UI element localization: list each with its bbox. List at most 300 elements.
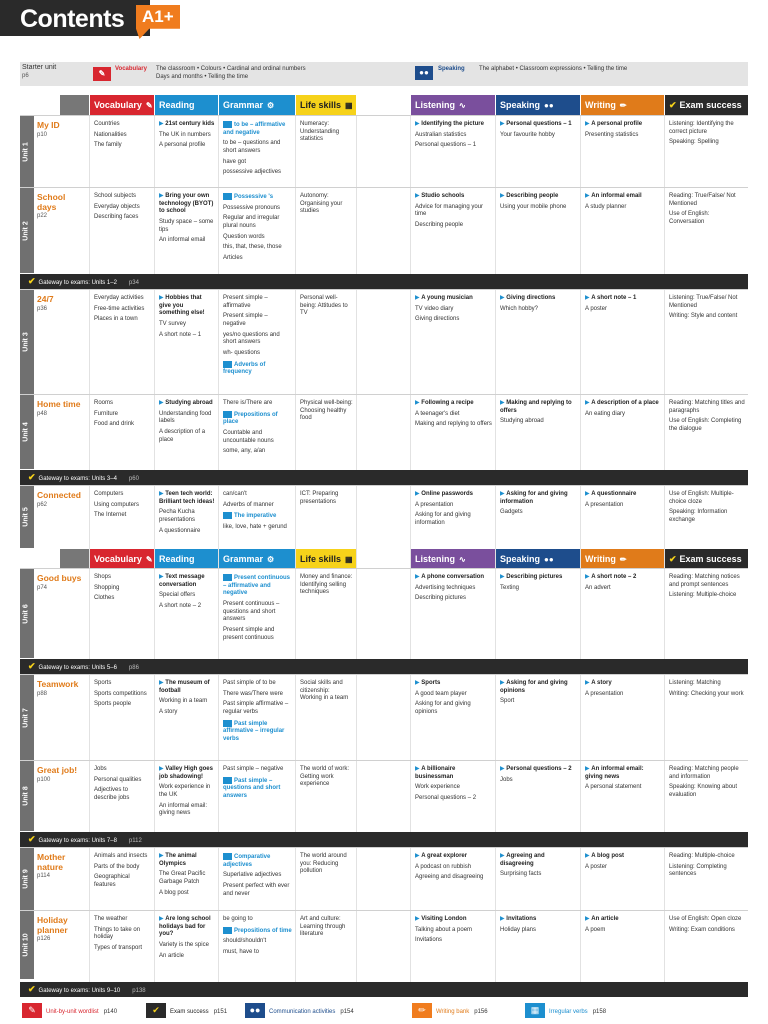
gateway-label: Gateway to exams: Units 3–4: [38, 476, 117, 482]
cell-item: Using your mobile phone: [500, 203, 567, 210]
grammar-highlight: to be – affirmative and negative: [223, 122, 286, 136]
pencil-icon: ✏: [412, 1003, 432, 1018]
cell-item-title: The animal Olympics: [159, 853, 197, 867]
cell-item: Which hobby?: [500, 305, 539, 312]
cell-reading: [159, 766, 215, 821]
cell-reading: [159, 491, 215, 538]
cell-item: Furniture: [94, 410, 119, 417]
row-divider: [20, 847, 748, 848]
cell-item: Studying abroad: [500, 418, 544, 425]
grammar-video-icon: [223, 927, 232, 934]
cell-item: [500, 916, 577, 924]
grammar-highlight: Possessive 's: [234, 194, 274, 201]
cell-item-title: Personal questions – 1: [506, 121, 572, 127]
cell-item: Regular and irregular plural nouns: [223, 215, 280, 230]
cell-item: A teenager's diet: [415, 410, 460, 417]
cell-item: Advice for managing your time: [415, 203, 484, 218]
cell-exam: [669, 853, 745, 882]
cell-speaking: [500, 766, 577, 787]
column-header-reading: [155, 549, 218, 569]
cell-item: [585, 121, 661, 129]
cell-item: some, any, a/an: [223, 448, 266, 455]
column-header-label: Speaking: [500, 100, 541, 110]
cell-item: Present perfect with ever and never: [223, 883, 290, 897]
cell-item-title: A short note – 2: [591, 574, 637, 580]
gateway-label: Gateway to exams: Units 7–8: [38, 838, 117, 844]
cell-item: Describing people: [415, 222, 464, 229]
gateway-bar: [20, 659, 748, 674]
cell-item: wh- questions: [223, 350, 261, 357]
cell-item: Physical well-being: Choosing healthy food: [300, 400, 353, 422]
footer-label: Communication activities: [269, 1009, 336, 1015]
triangle-icon: ▶: [500, 400, 507, 406]
cell-speaking: [500, 680, 577, 709]
cell-item-title: Asking for and giving opinions: [500, 680, 568, 694]
triangle-icon: ▶: [585, 491, 592, 497]
cell-item: Jobs: [500, 776, 513, 783]
cell-writing: [585, 400, 661, 421]
cell-item: [500, 766, 577, 774]
cell-exam: [669, 400, 745, 437]
cell-grammar: [223, 121, 292, 180]
cell-item-title: An article: [591, 916, 619, 922]
unit-name-text: Home time: [37, 399, 81, 409]
triangle-icon: ▶: [585, 853, 592, 859]
cell-item: Sports: [94, 680, 112, 686]
cell-item-title: Bring your own technology (BYOT) to school: [159, 193, 214, 215]
cell-item-title: A story: [591, 680, 612, 686]
cell-listening: [415, 853, 492, 885]
unit-page: p48: [37, 410, 48, 417]
footer-page: p140: [103, 1009, 118, 1015]
cell-item: Rooms: [94, 400, 114, 406]
gateway-page: p34: [128, 280, 139, 286]
cell-speaking: [500, 295, 577, 316]
cell-item: A poster: [585, 863, 608, 870]
column-header-reading: [155, 95, 218, 115]
cell-exam: [669, 295, 745, 324]
cell-listening: [415, 574, 492, 606]
cell-item: Present simple – affirmative: [223, 295, 268, 309]
unit-name-text: Teamwork: [37, 679, 79, 689]
gateway-label: Gateway to exams: Units 9–10: [38, 988, 121, 994]
triangle-icon: ▶: [159, 853, 166, 859]
triangle-icon: ▶: [159, 295, 166, 301]
unit-name-text: School days: [37, 192, 66, 212]
cell-item: Nationalities: [94, 131, 127, 138]
cell-item-title: Hobbies that give you something else!: [159, 295, 205, 317]
grammar-video-icon: [223, 720, 232, 727]
row-divider: [20, 485, 748, 486]
cell-item: Advertising techniques: [415, 584, 476, 591]
column-divider: [495, 115, 496, 995]
grammar-highlight: Prepositions of place: [223, 411, 278, 426]
column-header-label: Listening: [415, 554, 455, 564]
cell-item: [500, 295, 577, 303]
unit-number: Unit 1: [22, 141, 30, 162]
cell-item: The weather: [94, 916, 128, 922]
sound-wave-icon: ∿: [459, 101, 466, 110]
cell-item: [415, 193, 492, 201]
cell-item: be going to: [223, 916, 253, 922]
cell-item-title: An informal email: [591, 193, 642, 199]
cell-item-title: Are long school holidays bad for you?: [159, 916, 211, 938]
cell-item: The UK in numbers: [159, 131, 211, 138]
cell-item: The Great Pacific Garbage Patch: [159, 871, 206, 886]
cell-reading: [159, 574, 215, 614]
cell-item: [585, 193, 661, 201]
cell-item-title: Studying abroad: [165, 400, 213, 406]
unit-number-tab: [20, 116, 34, 187]
cell-item: Writing: Exam conditions: [669, 926, 735, 933]
cell-listening: [415, 193, 492, 233]
triangle-icon: ▶: [585, 295, 592, 301]
cell-item: The world around you: Reducing pollution: [300, 853, 347, 875]
grammar-video-icon: [223, 512, 232, 519]
triangle-icon: ▶: [415, 491, 422, 497]
triangle-icon: ▶: [159, 680, 166, 686]
cell-item: [159, 853, 215, 868]
triangle-icon: ▶: [585, 193, 592, 199]
triangle-icon: ▶: [500, 574, 507, 580]
cell-speaking: [500, 400, 577, 429]
triangle-icon: ▶: [500, 853, 507, 859]
unit-title: [37, 400, 87, 417]
cell-speaking: [500, 193, 577, 214]
checkmark-icon: ✔: [146, 1003, 166, 1018]
cell-item: Australian statistics: [415, 131, 467, 138]
cell-item: Countable and uncountable nouns: [223, 430, 274, 444]
cell-item: Present simple – negative: [223, 313, 268, 328]
gateway-page: p86: [128, 665, 139, 671]
cell-item: like, love, hate + gerund: [223, 524, 287, 531]
unit-name-text: My ID: [37, 120, 60, 130]
unit-name-text: Holiday planner: [37, 915, 68, 935]
row-divider: [20, 674, 748, 675]
starter-vocab-text: [156, 66, 336, 81]
cell-item: Describing pictures: [415, 595, 467, 602]
cell-item: Gadgets: [500, 509, 523, 516]
column-header-label: Listening: [415, 100, 455, 110]
triangle-icon: ▶: [500, 121, 507, 127]
cell-item: Adverbs of manner: [223, 501, 274, 508]
cell-item: [500, 193, 577, 201]
cell-reading: [159, 193, 215, 248]
footer-link: [436, 1006, 488, 1018]
triangle-icon: ▶: [159, 766, 166, 772]
vocabulary-icon: ✎: [93, 67, 111, 81]
cell-reading: [159, 295, 215, 342]
unit-number-tab: [20, 395, 34, 469]
cell-item: Reading: Matching titles and paragraphs: [669, 400, 745, 414]
triangle-icon: ▶: [159, 491, 166, 497]
cell-item: [585, 916, 661, 924]
cell-item-title: Describing people: [506, 193, 559, 199]
grammar-video-icon: [223, 411, 232, 418]
cell-item: [415, 491, 492, 499]
triangle-icon: ▶: [415, 193, 422, 199]
cell-item-title: Agreeing and disagreeing: [500, 853, 545, 867]
column-header-listening: [411, 95, 495, 115]
row-divider: [20, 289, 748, 290]
column-header-label: Writing: [585, 554, 616, 564]
cell-listening: [415, 491, 492, 531]
checkmark-icon: ✔: [28, 276, 36, 286]
vocabulary-icon: ✎: [22, 1003, 42, 1018]
cell-item: Geographical features: [94, 874, 130, 889]
cell-item: A blog post: [159, 889, 189, 896]
cell-item: Work experience in the UK: [159, 784, 211, 799]
unit-page: p36: [37, 305, 48, 312]
cell-item: A study planner: [585, 203, 627, 210]
gateway-bar: [20, 274, 748, 289]
cell-item: There is/There are: [223, 400, 273, 406]
grammar-highlight: Prepositions of time: [234, 927, 292, 934]
cell-vocab: [94, 916, 151, 956]
cell-speaking: [500, 491, 577, 520]
cell-item: [585, 400, 661, 408]
cell-item: this, that, these, those: [223, 244, 282, 251]
cell-life: [300, 766, 353, 792]
cell-item: Past simple – negative: [223, 766, 284, 772]
cell-item: [223, 574, 292, 598]
video-icon: ▦: [525, 1003, 545, 1018]
cell-item: Using computers: [94, 501, 140, 508]
cell-item: Use of English: Multiple-choice cloze: [669, 491, 734, 505]
page-title: Contents: [20, 5, 125, 33]
triangle-icon: ▶: [500, 193, 507, 199]
cell-item: A poster: [585, 305, 608, 312]
cell-item: A personal statement: [585, 784, 642, 791]
starter-unit-page: p6: [22, 73, 29, 79]
column-divider: [218, 115, 219, 995]
cell-item: Past simple affirmative – regular verbs: [223, 701, 289, 716]
column-header-label: Life skills: [300, 100, 342, 110]
cell-vocab: [94, 491, 151, 523]
cell-item: [159, 121, 215, 129]
column-divider: [664, 115, 665, 995]
triangle-icon: ▶: [415, 121, 422, 127]
cell-speaking: [500, 916, 577, 937]
unit-number: Unit 4: [22, 422, 30, 442]
checkmark-icon: ✔: [28, 472, 36, 482]
unit-number: Unit 7: [22, 707, 30, 728]
cell-item-title: Following a recipe: [421, 400, 474, 406]
cell-item: Writing: Style and content: [669, 313, 738, 320]
cell-exam: [669, 574, 745, 603]
cell-item: A description of a place: [159, 429, 206, 443]
cell-life: [300, 121, 353, 147]
cell-item-title: A short note – 1: [591, 295, 637, 301]
gear-icon: ⚙: [267, 555, 275, 564]
cell-item: [159, 766, 215, 781]
cell-item: Possessive pronouns: [223, 204, 281, 211]
triangle-icon: ▶: [585, 574, 592, 580]
cell-item: [585, 680, 661, 688]
grammar-video-icon: [223, 777, 232, 784]
row-divider: [20, 568, 748, 569]
cell-item: An informal email: [159, 237, 206, 244]
cell-item: Listening: True/False/ Not Mentioned: [669, 295, 738, 309]
cell-item-title: A great explorer: [421, 853, 468, 859]
column-header-vocabulary: [90, 95, 154, 115]
cell-life: [300, 193, 353, 219]
sound-wave-icon: ∿: [459, 555, 466, 564]
cell-writing: [585, 491, 661, 512]
cell-item-title: A questionnaire: [591, 491, 637, 497]
cell-item: can/can't: [223, 491, 247, 497]
cell-item-title: Asking for and giving information: [500, 491, 568, 505]
cell-item-title: An informal email: giving news: [585, 766, 644, 780]
cell-item: [585, 574, 661, 582]
cell-item: Working in a team: [159, 698, 208, 705]
unit-page: p126: [37, 936, 51, 943]
column-header-grammar: [219, 95, 295, 115]
cell-item: [585, 295, 661, 303]
cell-listening: [415, 766, 492, 806]
cell-exam: [669, 916, 745, 937]
cell-item: Clothes: [94, 595, 115, 602]
cell-life: [300, 916, 353, 942]
cell-item: [159, 491, 215, 506]
footer-page: p154: [340, 1009, 354, 1015]
triangle-icon: ▶: [159, 121, 166, 127]
cell-item: Your favourite hobby: [500, 131, 555, 138]
triangle-icon: ▶: [585, 400, 592, 406]
gear-icon: ⚙: [267, 101, 275, 110]
starter-speak-title: Speaking: [438, 66, 465, 72]
column-header-label: Life skills: [300, 554, 342, 564]
cell-grammar: [223, 680, 292, 747]
cell-item: yes/no questions and short answers: [223, 331, 280, 346]
cell-item: Computers: [94, 491, 124, 497]
cell-item: [223, 193, 292, 202]
grammar-highlight: The imperative: [234, 513, 277, 520]
unit-number: Unit 9: [22, 869, 30, 889]
grammar-highlight: Present continuous – affirmative and negative: [223, 575, 291, 597]
column-header-writing: [581, 549, 664, 569]
cell-item: have got: [223, 158, 247, 165]
cell-life: [300, 574, 353, 600]
cell-item: A good team player: [415, 690, 467, 697]
footer-label: Unit-by-unit wordlist: [46, 1009, 99, 1015]
cell-item: Personal qualities: [94, 776, 142, 783]
cell-item: Past simple of to be: [223, 680, 276, 686]
cell-item: [500, 400, 577, 415]
cell-item: Parts of the body: [94, 863, 140, 870]
column-header-label: Grammar: [223, 100, 264, 110]
footer-page: p158: [592, 1009, 607, 1015]
cell-item: Social skills and citizenship: Working in a team: [300, 680, 349, 702]
cell-item: possessive adjectives: [223, 169, 282, 176]
cell-item-title: The museum of football: [159, 680, 210, 694]
cell-listening: [415, 680, 492, 720]
cell-reading: [159, 853, 215, 900]
cell-item: Use of English: Conversation: [669, 211, 710, 226]
cell-item: Describing faces: [94, 214, 139, 221]
cell-item: The world of work: Getting work experience: [300, 766, 350, 788]
cell-item: Adjectives to describe jobs: [94, 787, 130, 802]
cell-life: [300, 853, 353, 879]
cell-item: Invitations: [415, 937, 443, 944]
cell-item: Speaking: Spelling: [669, 139, 719, 146]
cell-reading: [159, 121, 215, 153]
cell-item: Listening: Multiple-choice: [669, 592, 737, 599]
column-divider: [295, 115, 296, 995]
cell-speaking: [500, 574, 577, 595]
triangle-icon: ▶: [585, 121, 592, 127]
cell-item: Surprising facts: [500, 871, 542, 878]
clapperboard-icon: ▦: [345, 101, 353, 110]
cell-item: Personal questions – 2: [415, 795, 477, 802]
unit-number-tab: [20, 848, 34, 910]
cell-writing: [585, 766, 661, 795]
triangle-icon: ▶: [159, 574, 166, 580]
cell-item: Use of English: Completing the dialogue: [669, 418, 742, 433]
triangle-icon: ▶: [415, 574, 422, 580]
cell-item: Talking about a poem: [415, 926, 473, 933]
cell-item: Everyday objects: [94, 203, 140, 210]
triangle-icon: ▶: [415, 680, 422, 686]
column-divider: [410, 115, 411, 995]
cell-item: There was/There were: [223, 690, 284, 697]
cell-item: Pecha Kucha presentations: [159, 509, 196, 524]
cell-writing: [585, 916, 661, 937]
level-label: A1+: [142, 7, 174, 26]
column-header-label: Speaking: [500, 554, 541, 564]
column-header-listening: [411, 549, 495, 569]
unit-number-tab: [20, 675, 34, 760]
cell-item: [415, 680, 492, 688]
starter-vocab-line: Days and months • Telling the time: [156, 73, 249, 80]
cell-item-title: Sports: [421, 680, 441, 686]
footer-label: Irregular verbs: [549, 1009, 588, 1015]
cell-item: Superlative adjectives: [223, 872, 282, 879]
cell-life: [300, 295, 353, 321]
cell-item: Listening: Identifying the correct picture: [669, 121, 734, 135]
cell-item: The family: [94, 142, 122, 149]
cell-item: Personal questions – 1: [415, 142, 477, 149]
grammar-highlight: Adverbs of frequency: [223, 361, 266, 376]
grammar-highlight: Past simple – questions and short answers: [223, 777, 281, 800]
cell-grammar: [223, 766, 292, 804]
checkmark-icon: ✔: [28, 984, 36, 994]
speech-bubble-icon: ●●: [544, 101, 554, 110]
cell-listening: [415, 121, 492, 153]
cell-vocab: [94, 766, 151, 806]
column-header-label: Vocabulary: [94, 554, 142, 564]
cell-item: A poem: [585, 926, 606, 933]
triangle-icon: ▶: [500, 916, 507, 922]
row-divider: [20, 394, 748, 395]
cell-item: Speaking: Information exchange: [669, 509, 728, 524]
cell-item: [159, 295, 215, 318]
cell-item-title: Giving directions: [506, 295, 556, 301]
unit-title: [37, 193, 87, 220]
cell-item: [415, 766, 492, 781]
column-header-speaking: [496, 549, 580, 569]
column-header-exam-success: [665, 95, 748, 115]
unit-number-tab: [20, 911, 34, 979]
cell-item: [500, 680, 577, 695]
cell-item: [500, 574, 577, 582]
footer-link: [46, 1006, 117, 1018]
footer-page: p151: [213, 1009, 228, 1015]
starter-speak-text: The alphabet • Classroom expressions • Telling the time: [479, 66, 628, 72]
cell-item: A podcast on rubbish: [415, 863, 472, 870]
cell-item: Autonomy: Organising your studies: [300, 193, 343, 215]
column-header-life-skills: [296, 549, 356, 569]
